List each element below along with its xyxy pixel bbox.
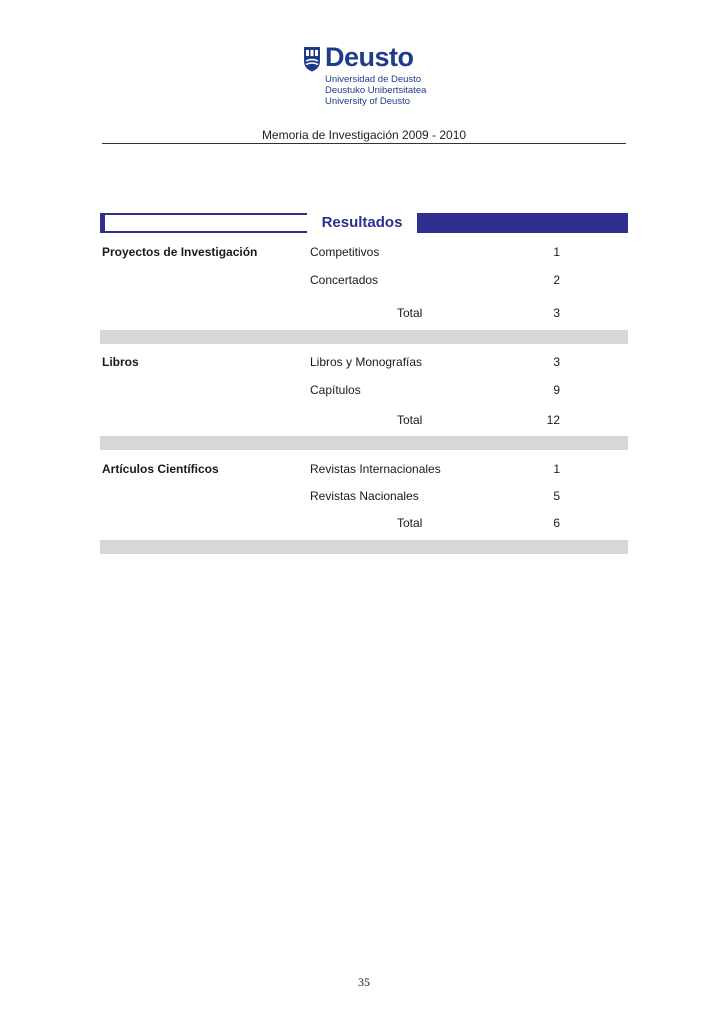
total-value: 6 [553,516,560,530]
results-title: Resultados [307,213,417,233]
logo-line-spanish: Universidad de Deusto [325,74,422,85]
total-label: Total [397,306,423,320]
total-label: Total [397,516,423,530]
item-value: 3 [553,355,560,369]
section-label-proyectos: Proyectos de Investigación [102,245,258,259]
header-divider [102,143,626,144]
section-label-libros: Libros [102,355,139,369]
section-label-articulos: Artículos Científicos [102,462,219,476]
section-separator [100,436,628,450]
logo-line-basque: Deustuko Unibertsitatea [325,85,427,96]
document-header-title: Memoria de Investigación 2009 - 2010 [261,128,467,142]
deusto-logo [303,44,443,106]
item-value: 5 [553,489,560,503]
item-value: 2 [553,273,560,287]
item-label: Libros y Monografías [310,355,423,369]
title-bar-blank-cell [105,215,307,231]
item-value: 1 [553,462,560,476]
item-label: Concertados [310,273,379,287]
item-value: 1 [553,245,560,259]
section-separator [100,540,628,554]
item-label: Competitivos [310,245,380,259]
total-value: 12 [546,413,560,427]
item-label: Revistas Internacionales [310,462,441,476]
logo-subtitle [325,74,426,107]
item-label: Capítulos [310,383,361,397]
section-separator [100,330,628,344]
shield-icon [303,46,321,72]
item-value: 9 [553,383,560,397]
logo-line-english: University of Deusto [325,96,411,107]
results-title-bar [100,213,628,233]
item-label: Revistas Nacionales [310,489,419,503]
page-number: 35 [358,975,370,989]
logo-wordmark: Deusto [325,42,414,72]
total-label: Total [397,413,423,427]
total-value: 3 [553,306,560,320]
